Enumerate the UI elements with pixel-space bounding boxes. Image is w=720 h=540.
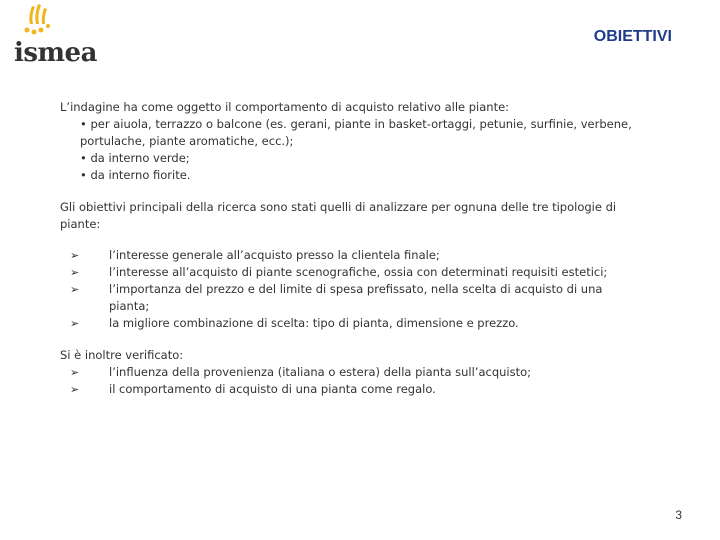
intro-text: L’indagine ha come oggetto il comportamento di acquisto relativo alle piante: xyxy=(60,100,510,114)
arrow-bullet-icon: ➢ xyxy=(70,366,80,379)
objectives-list xyxy=(60,247,645,332)
verified-item-1 xyxy=(60,381,645,398)
intro-item-0: • per aiuola, terrazzo o balcone (es. gerani, piante in basket-ortaggi, petunie, surfinie, verbene, portulache, piante aromatiche, ecc.); xyxy=(80,117,632,148)
intro-item-1: • da interno verde; xyxy=(80,151,190,165)
arrow-bullet-icon: ➢ xyxy=(70,266,80,279)
verified-item-text: il comportamento di acquisto di una pianta come regalo. xyxy=(109,382,436,396)
intro-item-2: • da interno fiorite. xyxy=(80,168,191,182)
verified-text: Si è inoltre verificato: xyxy=(60,348,184,362)
objective-item-1 xyxy=(60,264,645,281)
arrow-bullet-icon: ➢ xyxy=(70,383,80,396)
verified-item-text: l’influenza della provenienza (italiana o estera) della pianta sull’acquisto; xyxy=(109,365,532,379)
logo-text: ismea xyxy=(14,38,97,68)
objectives-text: Gli obiettivi principali della ricerca sono stati quelli di analizzare per ognuna delle tre tipologie di piante: xyxy=(60,200,617,231)
ismea-logo xyxy=(14,2,114,72)
arrow-bullet-icon: ➢ xyxy=(70,249,80,262)
verified-item-0 xyxy=(60,364,645,381)
objective-item-3 xyxy=(60,315,645,332)
slide-content xyxy=(60,99,645,398)
logo-flame-icon xyxy=(14,2,114,42)
objective-item-text: la migliore combinazione di scelta: tipo di pianta, dimensione e prezzo. xyxy=(109,316,519,330)
objective-item-text: l’interesse generale all’acquisto presso la clientela finale; xyxy=(109,248,440,262)
arrow-bullet-icon: ➢ xyxy=(70,283,80,296)
intro-list xyxy=(60,116,645,184)
arrow-bullet-icon: ➢ xyxy=(70,317,80,330)
objective-item-2 xyxy=(60,281,645,315)
page-number: 3 xyxy=(675,508,682,522)
objective-item-text: l’importanza del prezzo e del limite di spesa prefissato, nella scelta di acquisto di una pianta; xyxy=(109,282,603,313)
objective-item-text: l’interesse all’acquisto di piante scenografiche, ossia con determinati requisiti estetici; xyxy=(109,265,608,279)
verified-list xyxy=(60,364,645,398)
page-title: OBIETTIVI xyxy=(593,28,672,45)
objective-item-0 xyxy=(60,247,645,264)
